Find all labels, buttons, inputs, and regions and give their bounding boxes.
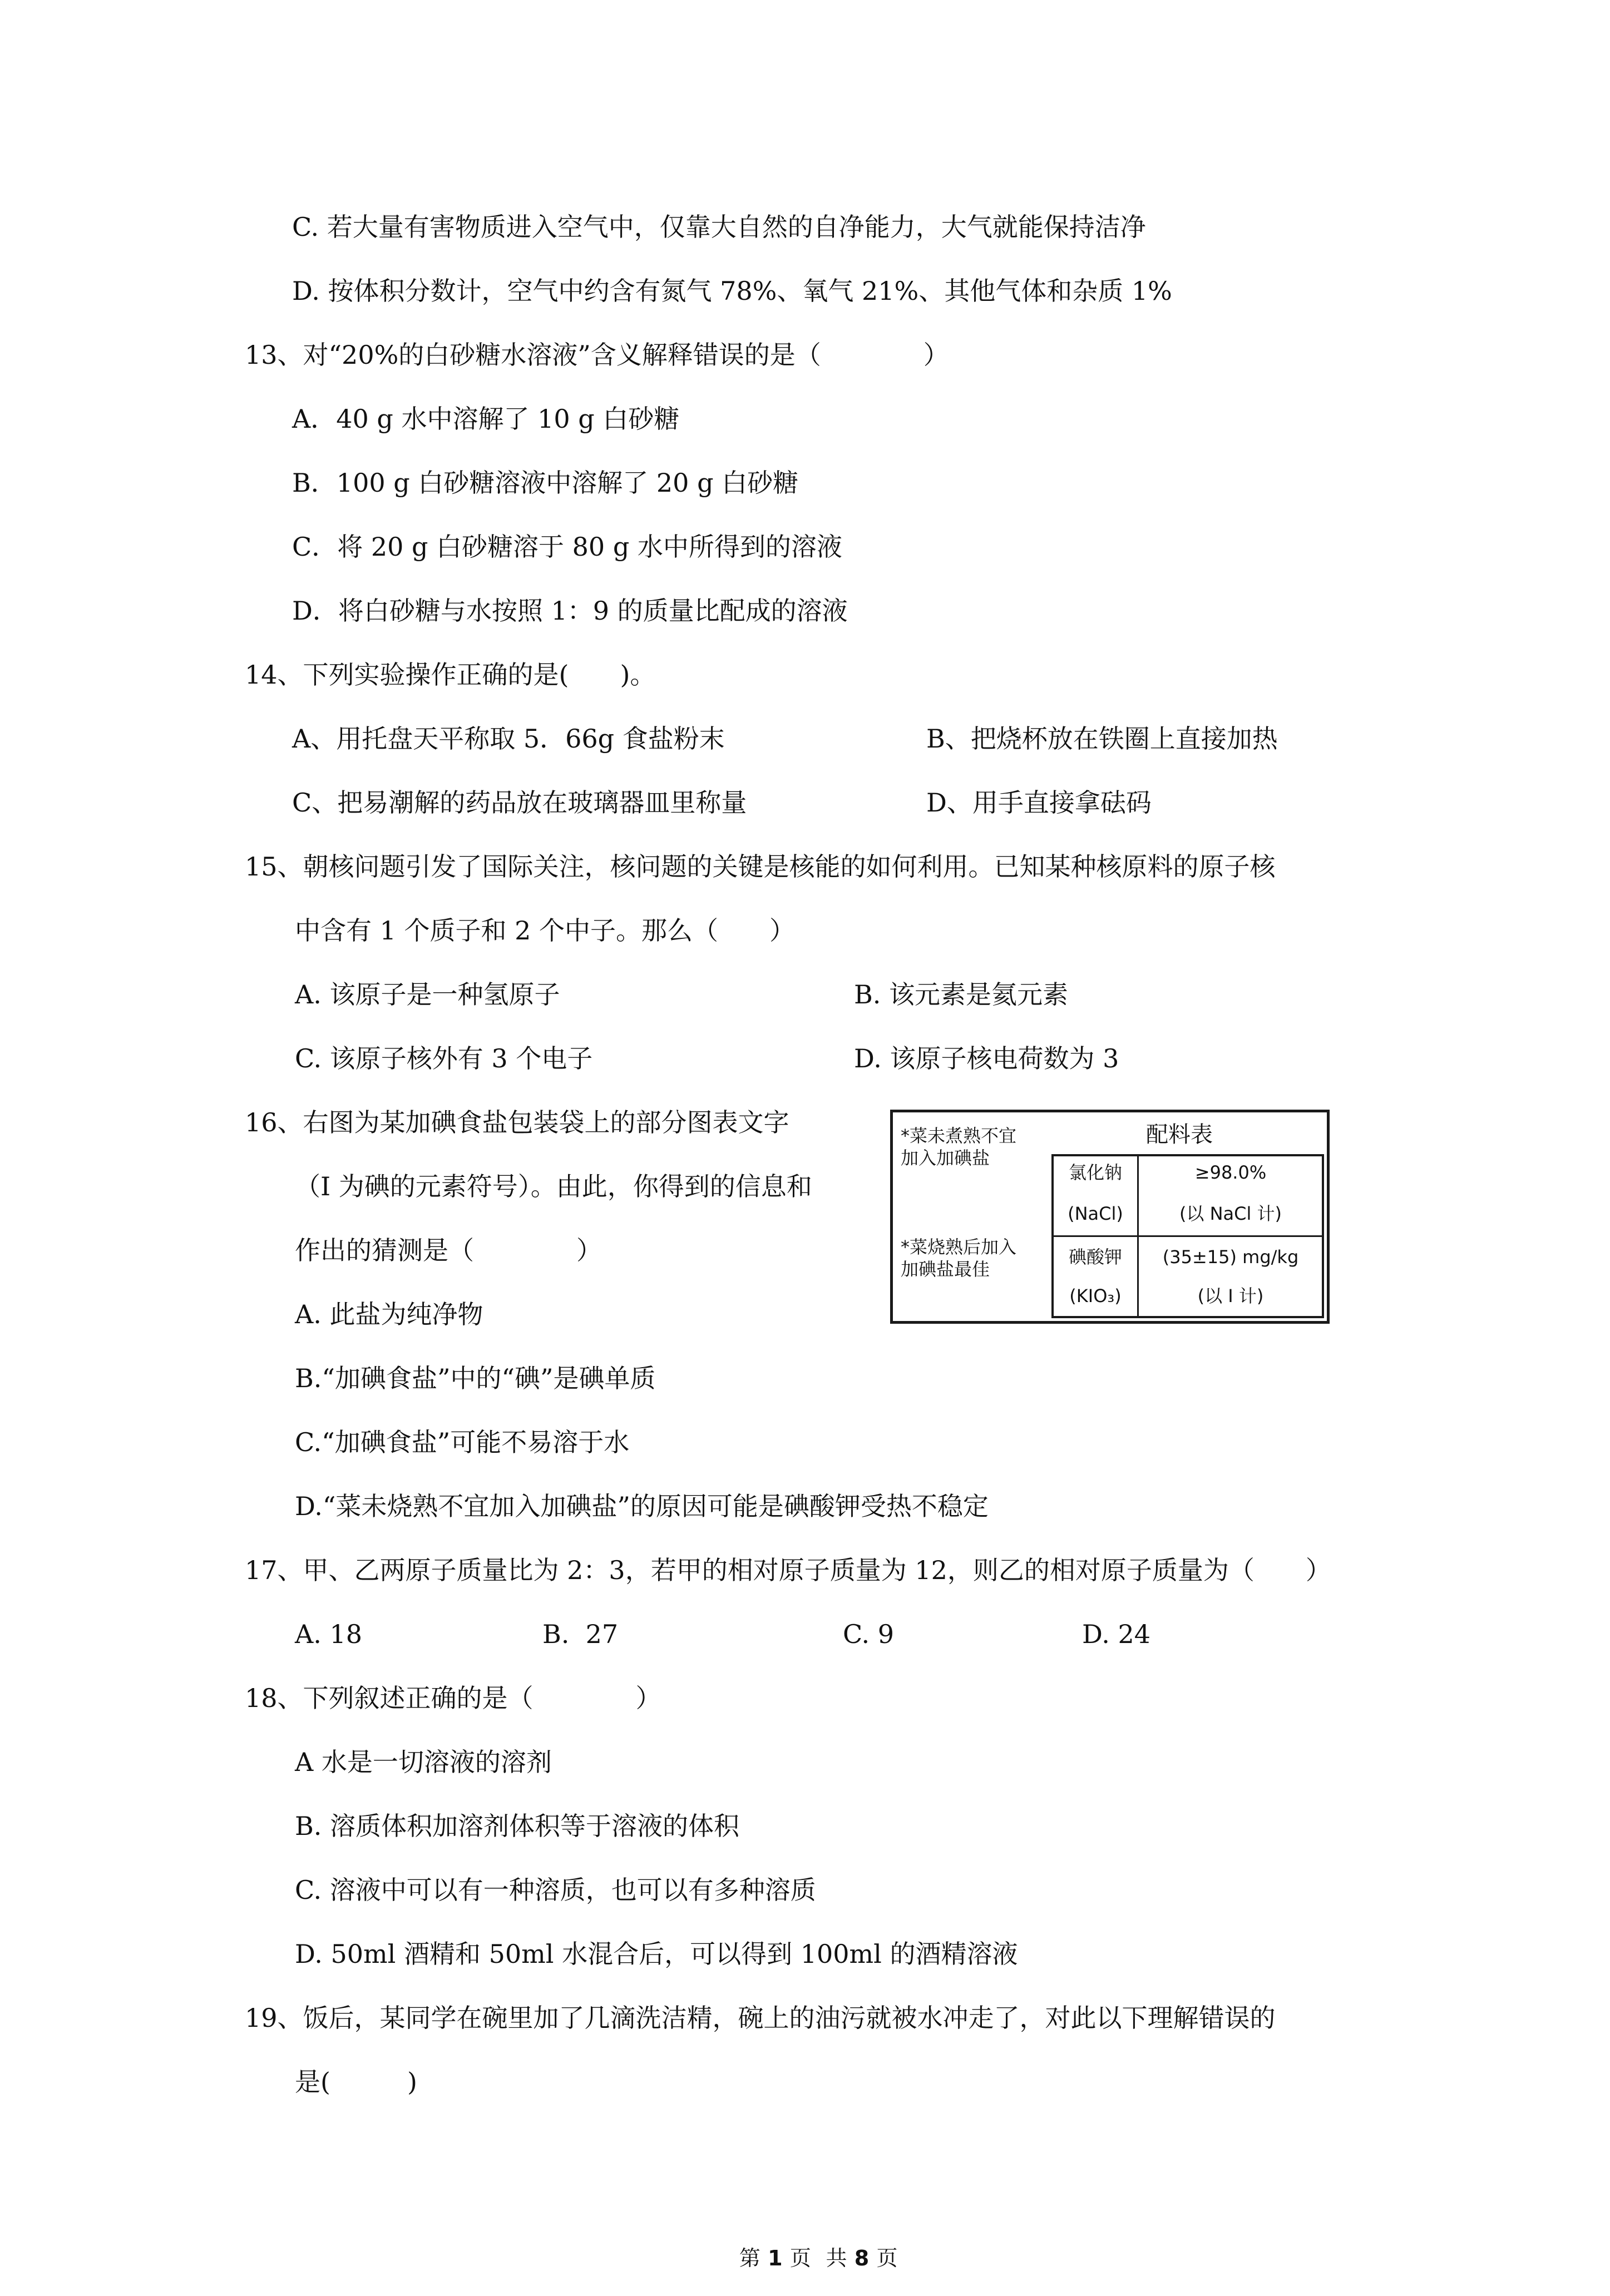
q12-option-d: D. 按体积分数计，空气中约含有氮气 78%、氧气 21%、其他气体和杂质 1%: [292, 276, 1172, 306]
q15-option-b: B. 该元素是氦元素: [854, 979, 1069, 1010]
q13-option-c: C．将 20 g 白砂糖溶于 80 g 水中所得到的溶液: [292, 532, 842, 562]
q14-option-d: D、用手直接拿砝码: [926, 788, 1152, 818]
q17-option-b: B. 27: [542, 1619, 619, 1649]
q16-stem: 16、右图为某加碘食盐包装袋上的部分图表文字: [245, 1107, 789, 1137]
page-footer: [0, 2216, 1610, 2296]
q14-stem: 14、下列实验操作正确的是( )。: [245, 660, 656, 690]
q19-stem: 19、饭后，某同学在碗里加了几滴洗洁精，碗上的油污就被水冲走了，对此以下理解错误的: [245, 2003, 1276, 2033]
nacl-content-basis: (以 NaCl 计): [1179, 1203, 1282, 1224]
nacl-content: ≥98.0%: [1194, 1162, 1267, 1183]
footer-di: 第: [739, 2246, 760, 2270]
label-note-2-line-2: 加碘盐最佳: [901, 1259, 990, 1280]
q16-stem-cont-1: （I 为碘的元素符号）。由此，你得到的信息和: [295, 1171, 812, 1201]
q16-option-d: D.“菜未烧熟不宜加入加碘盐”的原因可能是碘酸钾受热不稳定: [295, 1491, 989, 1521]
footer-gong: 共: [826, 2246, 847, 2270]
kio3-content: (35±15) mg/kg: [1162, 1246, 1299, 1268]
q13-option-a: A．40 g 水中溶解了 10 g 白砂糖: [292, 404, 680, 434]
q15-stem: 15、朝核问题引发了国际关注，核问题的关键是核能的如何利用。已知某种核原料的原子核: [245, 852, 1276, 882]
label-table-title: 配料表: [1146, 1122, 1213, 1147]
q17-stem: 17、甲、乙两原子质量比为 2：3，若甲的相对原子质量为 12，则乙的相对原子质量为（ ）: [245, 1555, 1331, 1585]
footer-page-number: 1: [768, 2246, 783, 2270]
footer-ye: 页: [789, 2246, 811, 2270]
footer-ye-2: 页: [876, 2246, 898, 2270]
kio3-name: 碘酸钾: [1068, 1246, 1122, 1268]
q16-option-c: C.“加碘食盐”可能不易溶于水: [295, 1427, 630, 1457]
q16-stem-cont-2: 作出的猜测是（ ）: [295, 1235, 602, 1265]
q14-option-a: A、用托盘天平称取 5．66g 食盐粉末: [292, 724, 725, 754]
footer-total-pages: 8: [854, 2246, 870, 2270]
q18-option-c: C. 溶液中可以有一种溶质，也可以有多种溶质: [295, 1875, 816, 1905]
q18-option-a: A 水是一切溶液的溶剂: [295, 1747, 552, 1777]
q17-option-d: D. 24: [1082, 1619, 1151, 1649]
q13-option-b: B．100 g 白砂糖溶液中溶解了 20 g 白砂糖: [292, 468, 799, 498]
ingredient-table: [1051, 1154, 1324, 1318]
q15-option-d: D. 该原子核电荷数为 3: [854, 1043, 1119, 1073]
kio3-formula: (KIO₃): [1069, 1285, 1122, 1307]
nacl-name: 氯化钠: [1068, 1162, 1122, 1183]
nacl-formula: (NaCl): [1068, 1203, 1123, 1224]
q16-option-b: B.“加碘食盐”中的“碘”是碘单质: [295, 1363, 656, 1393]
label-note-2-line-1: *菜烧熟后加入: [901, 1236, 1017, 1258]
label-note-1-line-2: 加入加碘盐: [901, 1147, 990, 1169]
q15-option-a: A. 该原子是一种氢原子: [295, 979, 560, 1010]
q14-option-b: B、把烧杯放在铁圈上直接加热: [926, 724, 1278, 754]
q19-stem-cont: 是( ): [295, 2067, 417, 2097]
q17-option-c: C. 9: [843, 1619, 895, 1649]
q16-option-a: A. 此盐为纯净物: [295, 1299, 483, 1329]
label-note-1-line-1: *菜未煮熟不宜: [901, 1125, 1017, 1146]
q17-option-a: A. 18: [295, 1619, 362, 1649]
table-divider-horizontal: [1054, 1235, 1322, 1237]
salt-label-figure: [890, 1110, 1330, 1324]
q12-option-c: C. 若大量有害物质进入空气中，仅靠大自然的自净能力，大气就能保持洁净: [292, 212, 1146, 242]
q15-stem-cont: 中含有 1 个质子和 2 个中子。那么（ ）: [295, 916, 796, 946]
q15-option-c: C. 该原子核外有 3 个电子: [295, 1043, 593, 1073]
q13-option-d: D．将白砂糖与水按照 1：9 的质量比配成的溶液: [292, 596, 848, 626]
q14-option-c: C、把易潮解的药品放在玻璃器皿里称量: [292, 788, 747, 818]
q18-option-b: B. 溶质体积加溶剂体积等于溶液的体积: [295, 1811, 740, 1841]
q18-option-d: D. 50ml 酒精和 50ml 水混合后，可以得到 100ml 的酒精溶液: [295, 1939, 1018, 1969]
q13-stem: 13、对“20%的白砂糖水溶液”含义解释错误的是（ ）: [245, 340, 949, 370]
q18-stem: 18、下列叙述正确的是（ ）: [245, 1683, 661, 1713]
kio3-content-basis: (以 I 计): [1197, 1285, 1264, 1307]
